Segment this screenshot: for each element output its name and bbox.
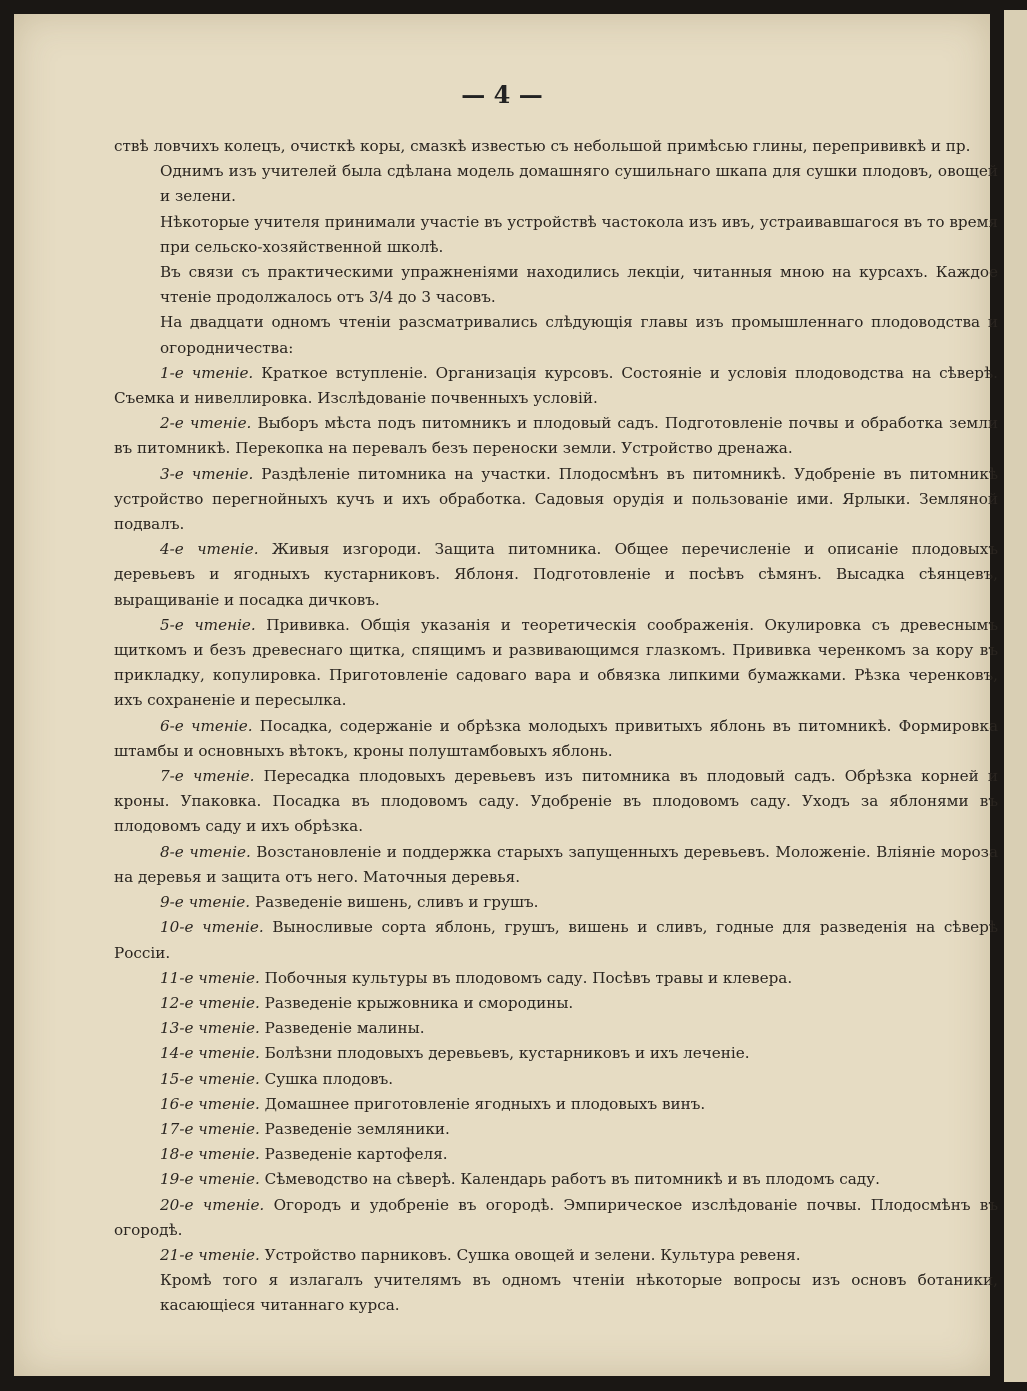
reading-item (114, 1067, 998, 1092)
book-page (14, 14, 999, 1376)
reading-text: Разведеніе земляники. (264, 1119, 450, 1138)
reading-text: Разведеніе крыжовника и смородины. (264, 993, 574, 1012)
reading-label: 12-е чтеніе. (160, 993, 260, 1012)
reading-label: 8-е чтеніе. (160, 842, 251, 861)
reading-item (114, 764, 998, 840)
reading-text: Болѣзни плодовыхъ деревьевъ, кустарниковъ и ихъ леченіе. (264, 1044, 750, 1063)
reading-text: Краткое вступленіе. Организація курсовъ. Состояніе и условія плодоводства на сѣверѣ. Съемка и нивеллировка. Изслѣдованіе почвенныхъ условій. (114, 363, 998, 408)
reading-item (114, 1193, 998, 1243)
paragraph-4: Въ связи съ практическими упражненіями находились лекціи, читанныя мною на курсахъ. Каждое чтеніе продолжалось отъ 3/4 до 3 часовъ. (160, 263, 998, 307)
reading-item (114, 361, 998, 411)
reading-label: 6-е чтеніе. (160, 716, 253, 735)
reading-text: Возстановленіе и поддержка старыхъ запущенныхъ деревьевъ. Моложеніе. Вліяніе мороза на деревья и защита отъ него. Маточныя деревья. (114, 842, 998, 886)
readings-list (114, 361, 998, 1268)
paragraph-3: Нѣкоторые учителя принимали участіе въ устройствѣ частокола изъ ивъ, устраивавшагося въ то время при сельско-хозяйственной школѣ. (160, 212, 998, 256)
reading-label: 1-е чтеніе. (160, 363, 254, 382)
closing-paragraph: Кромѣ того я излагалъ учителямъ въ одномъ чтеніи нѣкоторые вопросы изъ основъ ботаники, касающіеся читаннаго курса. (160, 1271, 998, 1315)
reading-item (114, 1142, 998, 1167)
reading-text: Сушка плодовъ. (264, 1069, 394, 1088)
reading-label: 20-е чтеніе. (160, 1195, 265, 1214)
reading-text: Сѣмеводство на сѣверѣ. Календарь работъ въ питомникѣ и въ плодомъ саду. (264, 1170, 880, 1189)
reading-item (114, 1243, 998, 1268)
page-text (114, 134, 998, 1319)
reading-text: Разведеніе картофеля. (264, 1145, 448, 1164)
reading-item (114, 411, 998, 461)
reading-label: 21-е чтеніе. (160, 1245, 260, 1264)
reading-item (114, 840, 998, 890)
page-number: — 4 — (461, 80, 543, 109)
reading-text: Раздѣленіе питомника на участки. Плодосмѣнъ въ питомникѣ. Удобреніе въ питомникѣ устройство перегнойныхъ кучъ и ихъ обработка. Садовыя орудія и пользованіе ими. Ярлыки. Земляной подвалъ. (114, 464, 999, 534)
reading-item (114, 1041, 998, 1066)
reading-text: Пересадка плодовыхъ деревьевъ изъ питомника въ плодовый садъ. Обрѣзка корней и кроны. Упаковка. Посадка въ плодовомъ саду. Удобреніе въ плодовомъ саду. Уходъ за яблонями въ плодовомъ саду и ихъ обрѣзка. (114, 767, 998, 836)
reading-label: 5-е чтеніе. (160, 615, 256, 634)
reading-item (114, 1016, 998, 1041)
reading-item (114, 462, 998, 538)
reading-text: Побочныя культуры въ плодовомъ саду. Посѣвъ травы и клевера. (264, 968, 793, 987)
reading-label: 7-е чтеніе. (160, 767, 255, 786)
reading-item (114, 537, 998, 613)
reading-item (114, 915, 998, 965)
reading-label: 17-е чтеніе. (160, 1119, 260, 1138)
reading-item (114, 1167, 998, 1192)
reading-label: 13-е чтеніе. (160, 1019, 260, 1038)
reading-item (114, 714, 998, 764)
paragraph-5: На двадцати одномъ чтеніи разсматривались слѣдующія главы изъ промышленнаго плодоводства и огородничества: (160, 313, 998, 357)
reading-text: Посадка, содержаніе и обрѣзка молодыхъ привитыхъ яблонь въ питомникѣ. Формировка штамбы и основныхъ вѣтокъ, кроны полуштамбовыхъ яблонь. (114, 716, 999, 760)
reading-label: 2-е чтеніе. (160, 414, 252, 433)
reading-label: 16-е чтеніе. (160, 1094, 260, 1113)
reading-text: Выносливые сорта яблонь, грушъ, вишень и сливъ, годные для разведенія на сѣверѣ Россіи. (114, 918, 998, 962)
reading-label: 4-е чтеніе. (160, 540, 259, 559)
reading-item (114, 991, 998, 1016)
reading-text: Домашнее приготовленіе ягодныхъ и плодовыхъ винъ. (264, 1094, 706, 1113)
reading-label: 15-е чтеніе. (160, 1069, 260, 1088)
reading-item (114, 613, 998, 714)
reading-label: 14-е чтеніе. (160, 1044, 260, 1063)
reading-text: Разведеніе вишень, сливъ и грушъ. (254, 893, 539, 912)
reading-item (114, 1117, 998, 1142)
reading-item (114, 966, 998, 991)
reading-text: Разведеніе малины. (264, 1019, 425, 1038)
reading-label: 19-е чтеніе. (160, 1170, 260, 1189)
paragraph-2: Однимъ изъ учителей была сдѣлана модель домашняго сушильнаго шкапа для сушки плодовъ, овощей и зелени. (160, 162, 998, 206)
reading-label: 11-е чтеніе. (160, 968, 260, 987)
reading-label: 18-е чтеніе. (160, 1145, 260, 1164)
reading-text: Огородъ и удобреніе въ огородѣ. Эмпирическое изслѣдованіе почвы. Плодосмѣнъ въ огородѣ. (114, 1195, 998, 1239)
reading-label: 10-е чтеніе. (160, 918, 264, 937)
reading-item (114, 1092, 998, 1117)
adjacent-page-edge (1004, 10, 1027, 1382)
reading-text: Прививка. Общія указанія и теоретическія соображенія. Окулировка съ древеснымъ щиткомъ и безъ древеснаго щитка, спящимъ и развивающимся глазкомъ. Прививка черенкомъ за кору въ прикладку, копулировка. Приготовленіе садоваго вара и обвязка липкими бумажками. Рѣзка черенковъ, ихъ сохраненіе и пересылка. (114, 615, 998, 710)
reading-text: Выборъ мѣста подъ питомникъ и плодовый садъ. Подготовленіе почвы и обработка земли въ питомникѣ. Перекопка на перевалъ безъ переноски земли. Устройство дренажа. (114, 414, 999, 458)
reading-label: 3-е чтеніе. (160, 464, 254, 483)
paragraph-1: ствѣ ловчихъ колецъ, очисткѣ коры, смазкѣ известью съ небольшой примѣсью глины, перепрививкѣ и пр. (114, 137, 971, 155)
reading-text: Живыя изгороди. Защита питомника. Общее перечисленіе и описаніе плодовыхъ деревьевъ и ягодныхъ кустарниковъ. Яблоня. Подготовленіе и посѣвъ сѣмянъ. Высадка сѣянцевъ, выращиваніе и посадка дичковъ. (114, 540, 998, 609)
reading-item (114, 890, 998, 915)
reading-text: Устройство парниковъ. Сушка овощей и зелени. Культура ревеня. (264, 1245, 801, 1264)
reading-label: 9-е чтеніе. (160, 893, 251, 912)
